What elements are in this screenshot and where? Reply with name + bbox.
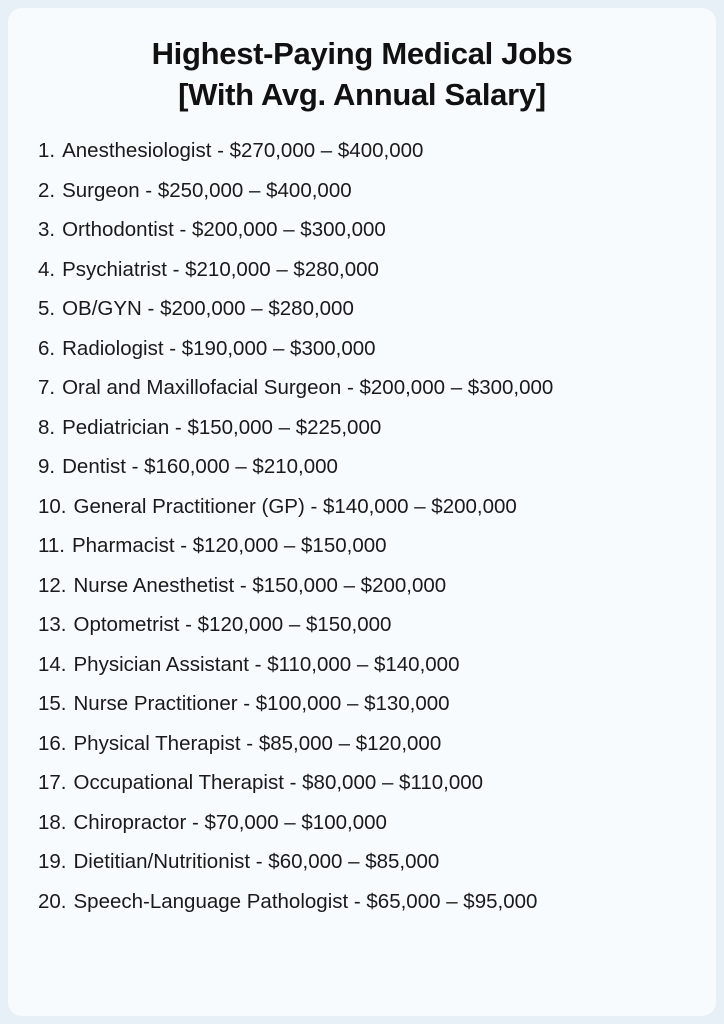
- list-item-text: Pharmacist - $120,000 – $150,000: [71, 536, 387, 557]
- list-item-text: Anesthesiologist - $270,000 – $400,000: [62, 141, 424, 162]
- list-item: [38, 527, 686, 567]
- list-item-number: 7.: [38, 376, 56, 400]
- list-item: [38, 566, 686, 606]
- list-item-text: Psychiatrist - $210,000 – $280,000: [62, 259, 379, 281]
- list-item-text: Pediatrician - $150,000 – $225,000: [62, 417, 382, 439]
- list-item: [38, 329, 686, 369]
- list-item-number: 6.: [38, 336, 56, 360]
- list-item-text: Physical Therapist - $85,000 – $120,000: [73, 733, 442, 755]
- list-item-text: Dietitian/Nutritionist - $60,000 – $85,000: [73, 852, 440, 873]
- list-item: [38, 882, 686, 922]
- list-item-text: Speech-Language Pathologist - $65,000 – $95,000: [73, 891, 538, 913]
- list-item-number: 9.: [38, 455, 56, 479]
- list-item-text: Surgeon - $250,000 – $400,000: [62, 180, 352, 202]
- list-item: [38, 764, 686, 804]
- page-title-line-2: [With Avg. Annual Salary]: [178, 76, 546, 112]
- list-item-number: 11.: [38, 534, 65, 558]
- list-item-number: 1.: [38, 139, 56, 163]
- list-item-number: 5.: [38, 297, 56, 321]
- list-item: [38, 487, 686, 527]
- list-item: [38, 408, 686, 448]
- list-item-text: Nurse Anesthetist - $150,000 – $200,000: [73, 575, 447, 597]
- list-item-number: 2.: [38, 178, 56, 202]
- list-item-text: General Practitioner (GP) - $140,000 – $200,000: [73, 496, 517, 518]
- list-item: [38, 606, 686, 646]
- list-item: [38, 685, 686, 725]
- list-item: [38, 843, 686, 883]
- list-item-number: 18.: [38, 810, 67, 834]
- list-item-text: Nurse Practitioner - $100,000 – $130,000: [73, 694, 450, 715]
- list-item: [38, 290, 686, 330]
- list-item-number: 10.: [38, 494, 67, 518]
- list-item: [38, 803, 686, 843]
- medical-jobs-list: [38, 132, 686, 922]
- list-item-text: Oral and Maxillofacial Surgeon - $200,000 – $300,000: [62, 378, 554, 399]
- list-item-number: 20.: [38, 889, 67, 913]
- list-item-text: Occupational Therapist - $80,000 – $110,000: [73, 773, 484, 794]
- list-item-number: 19.: [38, 850, 67, 874]
- list-item-number: 15.: [38, 692, 67, 716]
- list-item-text: Orthodontist - $200,000 – $300,000: [62, 220, 386, 241]
- content-card: [8, 8, 716, 1016]
- page-title: [38, 34, 686, 116]
- list-item-text: OB/GYN - $200,000 – $280,000: [62, 299, 354, 320]
- list-item: [38, 211, 686, 251]
- list-item: [38, 724, 686, 764]
- list-item: [38, 132, 686, 172]
- list-item-text: Chiropractor - $70,000 – $100,000: [73, 812, 387, 834]
- list-item-number: 13.: [38, 613, 67, 637]
- list-item-number: 14.: [38, 652, 67, 676]
- list-item: [38, 171, 686, 211]
- list-item-number: 17.: [38, 771, 67, 795]
- page-title-line-1: Highest-Paying Medical Jobs: [151, 36, 573, 71]
- list-item: [38, 448, 686, 488]
- list-item-number: 4.: [38, 257, 56, 281]
- list-item-number: 8.: [38, 415, 56, 439]
- list-item-number: 12.: [38, 573, 67, 597]
- list-item-number: 3.: [38, 218, 56, 242]
- list-item: [38, 645, 686, 685]
- list-item-text: Optometrist - $120,000 – $150,000: [73, 615, 392, 636]
- list-item-text: Dentist - $160,000 – $210,000: [62, 457, 338, 478]
- list-item: [38, 250, 686, 290]
- list-item-text: Radiologist - $190,000 – $300,000: [62, 338, 376, 360]
- list-item-number: 16.: [38, 731, 67, 755]
- list-item-text: Physician Assistant - $110,000 – $140,000: [73, 654, 460, 676]
- list-item: [38, 369, 686, 409]
